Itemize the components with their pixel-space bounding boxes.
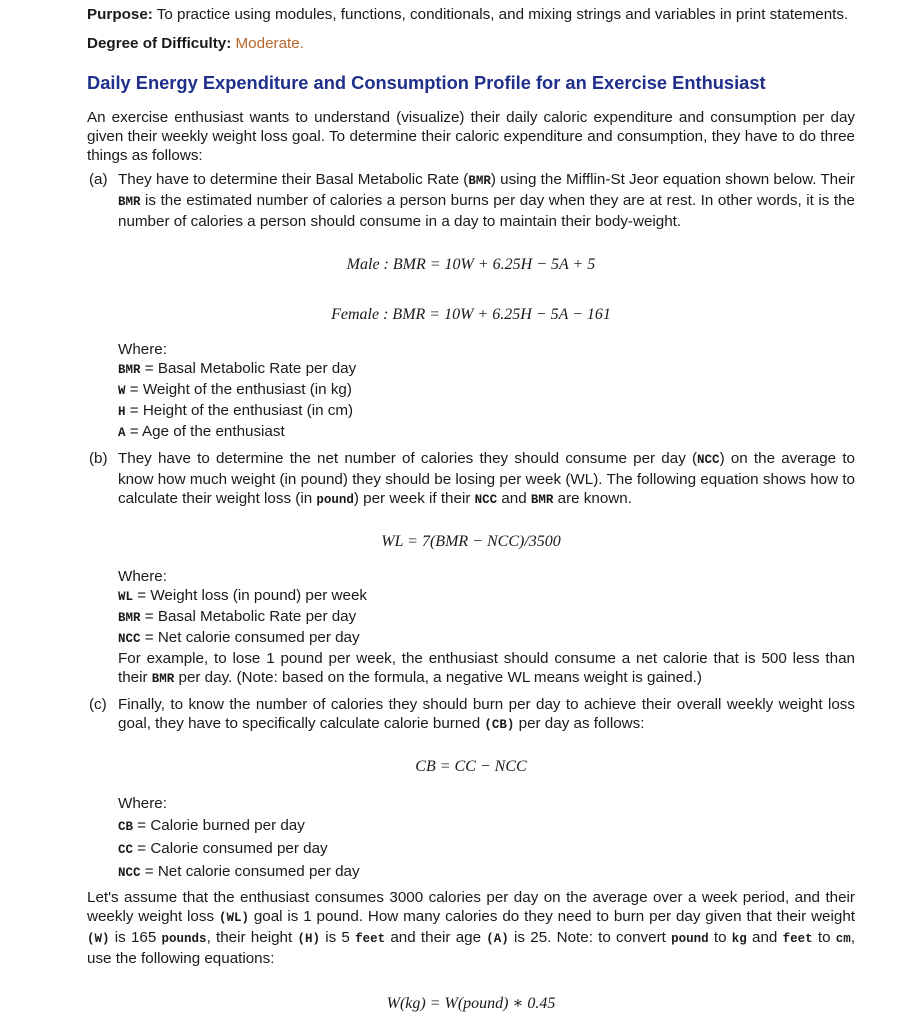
definition-row (118, 861, 855, 884)
difficulty-value: Moderate. (235, 35, 304, 52)
code-term: cm (835, 932, 851, 946)
part-b-where (87, 567, 855, 689)
part-a-text: They have to determine their Basal Metabolic Rate ( (118, 171, 469, 188)
closing-text: , their height (206, 929, 298, 946)
part-c-text: per day as follows: (514, 715, 645, 732)
code-term: kg (731, 932, 747, 946)
equation-pound-to-kg: W(kg) = W(pound) ∗ 0.45 (386, 995, 556, 1012)
part-b-text: They have to determine the net number of calories they should consume per day ( (118, 450, 698, 467)
closing-text: Let's assume that the enthusiast consumes 3000 calories per day on the average over a week period, and their weekly weight loss (87, 889, 855, 925)
definition-row (118, 838, 855, 861)
code-term: (WL) (218, 911, 249, 925)
definition-text: = Weight of the enthusiast (in kg) (129, 381, 352, 398)
closing-text: is 5 (319, 929, 356, 946)
definition-text: = Basal Metabolic Rate per day (144, 360, 357, 377)
part-b-text: and (497, 490, 531, 507)
closing-text: is 25. Note: to convert (508, 929, 672, 946)
code-term: BMR (468, 174, 491, 188)
definition-row (118, 586, 855, 607)
definition-row (118, 380, 855, 401)
part-b-tag: (b) (89, 450, 108, 467)
part-c-tag: (c) (89, 696, 107, 713)
definition-text: = Calorie consumed per day (137, 840, 328, 857)
equation-calorie-burned: CB = CC − NCC (415, 758, 527, 775)
closing-text: is 165 (109, 929, 162, 946)
part-c-text: Finally, to know the number of calories they should burn per day to achieve their overall weekly weight loss goal, they have to specifically calculate calorie burned (118, 696, 855, 732)
definition-symbol: NCC (118, 866, 141, 880)
part-b-text: ) per week if their (353, 490, 475, 507)
definition-row (118, 815, 855, 838)
definition-symbol: W (118, 384, 126, 398)
definition-symbol: BMR (118, 611, 141, 625)
purpose-text: To practice using modules, functions, conditionals, and mixing strings and variables in print statements. (156, 6, 849, 23)
definition-text: = Calorie burned per day (137, 817, 305, 834)
code-term: feet (355, 932, 386, 946)
example-text: per day. (Note: based on the formula, a negative WL means weight is gained.) (174, 669, 702, 686)
closing-paragraph (87, 888, 855, 968)
purpose-line (87, 5, 855, 24)
code-term: pound (316, 493, 354, 507)
definition-row (118, 422, 855, 443)
definition-text: = Net calorie consumed per day (144, 863, 360, 880)
closing-text: to (812, 929, 836, 946)
code-term: (W) (87, 932, 110, 946)
closing-text: to (708, 929, 732, 946)
part-b-text: are known. (553, 490, 632, 507)
code-term: BMR (151, 672, 175, 686)
definition-symbol: BMR (118, 363, 141, 377)
code-term: (CB) (484, 718, 515, 732)
where-label: Where: (118, 568, 167, 585)
code-term: (H) (297, 932, 320, 946)
part-b-text: ) on the average to know how much weight (in pound) they should be losing per week (WL). The following equation shows how to calculate their weight loss (in (118, 450, 855, 507)
code-term: feet (782, 932, 813, 946)
definition-row (118, 401, 855, 422)
definition-text: = Height of the enthusiast (in cm) (129, 402, 354, 419)
definition-row (118, 359, 855, 380)
definition-symbol: CB (118, 820, 134, 834)
part-a-tag: (a) (89, 171, 108, 188)
code-term: (A) (486, 932, 509, 946)
definition-symbol: H (118, 405, 126, 419)
equation-weight-loss: WL = 7(BMR − NCC)/3500 (381, 533, 561, 550)
part-a-text: ) using the Mifflin-St Jeor equation shown below. Their (490, 171, 855, 188)
purpose-label: Purpose: (87, 6, 153, 23)
closing-text: and their age (385, 929, 487, 946)
definition-symbol: NCC (118, 632, 141, 646)
difficulty-line (87, 34, 855, 53)
definition-symbol: A (118, 426, 126, 440)
code-term: BMR (530, 493, 554, 507)
intro-paragraph: An exercise enthusiast wants to understand (visualize) their daily caloric expenditure and consumption per day given their weekly weight loss goal. To determine their caloric expenditure and consumption, they have to do three things as follows: (87, 109, 855, 164)
where-label: Where: (118, 341, 167, 358)
document-page (87, 5, 855, 1013)
closing-text: goal is 1 pound. How many calories do they need to burn per day given that their weight (248, 908, 855, 925)
definition-symbol: WL (118, 590, 134, 604)
code-term: NCC (474, 493, 498, 507)
definition-text: = Weight loss (in pound) per week (137, 587, 368, 604)
code-term: BMR (118, 195, 141, 209)
equation-male: Male : BMR = 10W + 6.25H − 5A + 5 (346, 256, 596, 273)
part-a (87, 170, 855, 231)
part-a-where (87, 340, 855, 443)
definition-text: = Basal Metabolic Rate per day (144, 608, 357, 625)
part-c (87, 695, 855, 735)
definition-symbol: CC (118, 843, 134, 857)
code-term: pounds (161, 932, 207, 946)
example-note (118, 649, 855, 689)
difficulty-label: Degree of Difficulty: (87, 35, 232, 52)
code-term: pound (671, 932, 709, 946)
part-c-where (87, 793, 855, 884)
definition-row (118, 607, 855, 628)
equation-female: Female : BMR = 10W + 6.25H − 5A − 161 (331, 306, 611, 323)
closing-text: and (746, 929, 783, 946)
where-label: Where: (118, 795, 167, 812)
part-b (87, 449, 855, 510)
part-a-text: is the estimated number of calories a person burns per day when they are at rest. In other words, it is the number of calories a person should consume in a day to maintain their body-weight. (118, 192, 855, 230)
closing-text: , use the following equations: (87, 929, 856, 967)
definition-row (118, 628, 855, 649)
section-heading: Daily Energy Expenditure and Consumption Profile for an Exercise Enthusiast (87, 72, 766, 93)
code-term: NCC (697, 453, 720, 467)
definition-text: = Age of the enthusiast (129, 423, 285, 440)
example-text: For example, to lose 1 pound per week, the enthusiast should consume a net calorie that is 500 less than their (118, 650, 855, 686)
definition-text: = Net calorie consumed per day (144, 629, 360, 646)
